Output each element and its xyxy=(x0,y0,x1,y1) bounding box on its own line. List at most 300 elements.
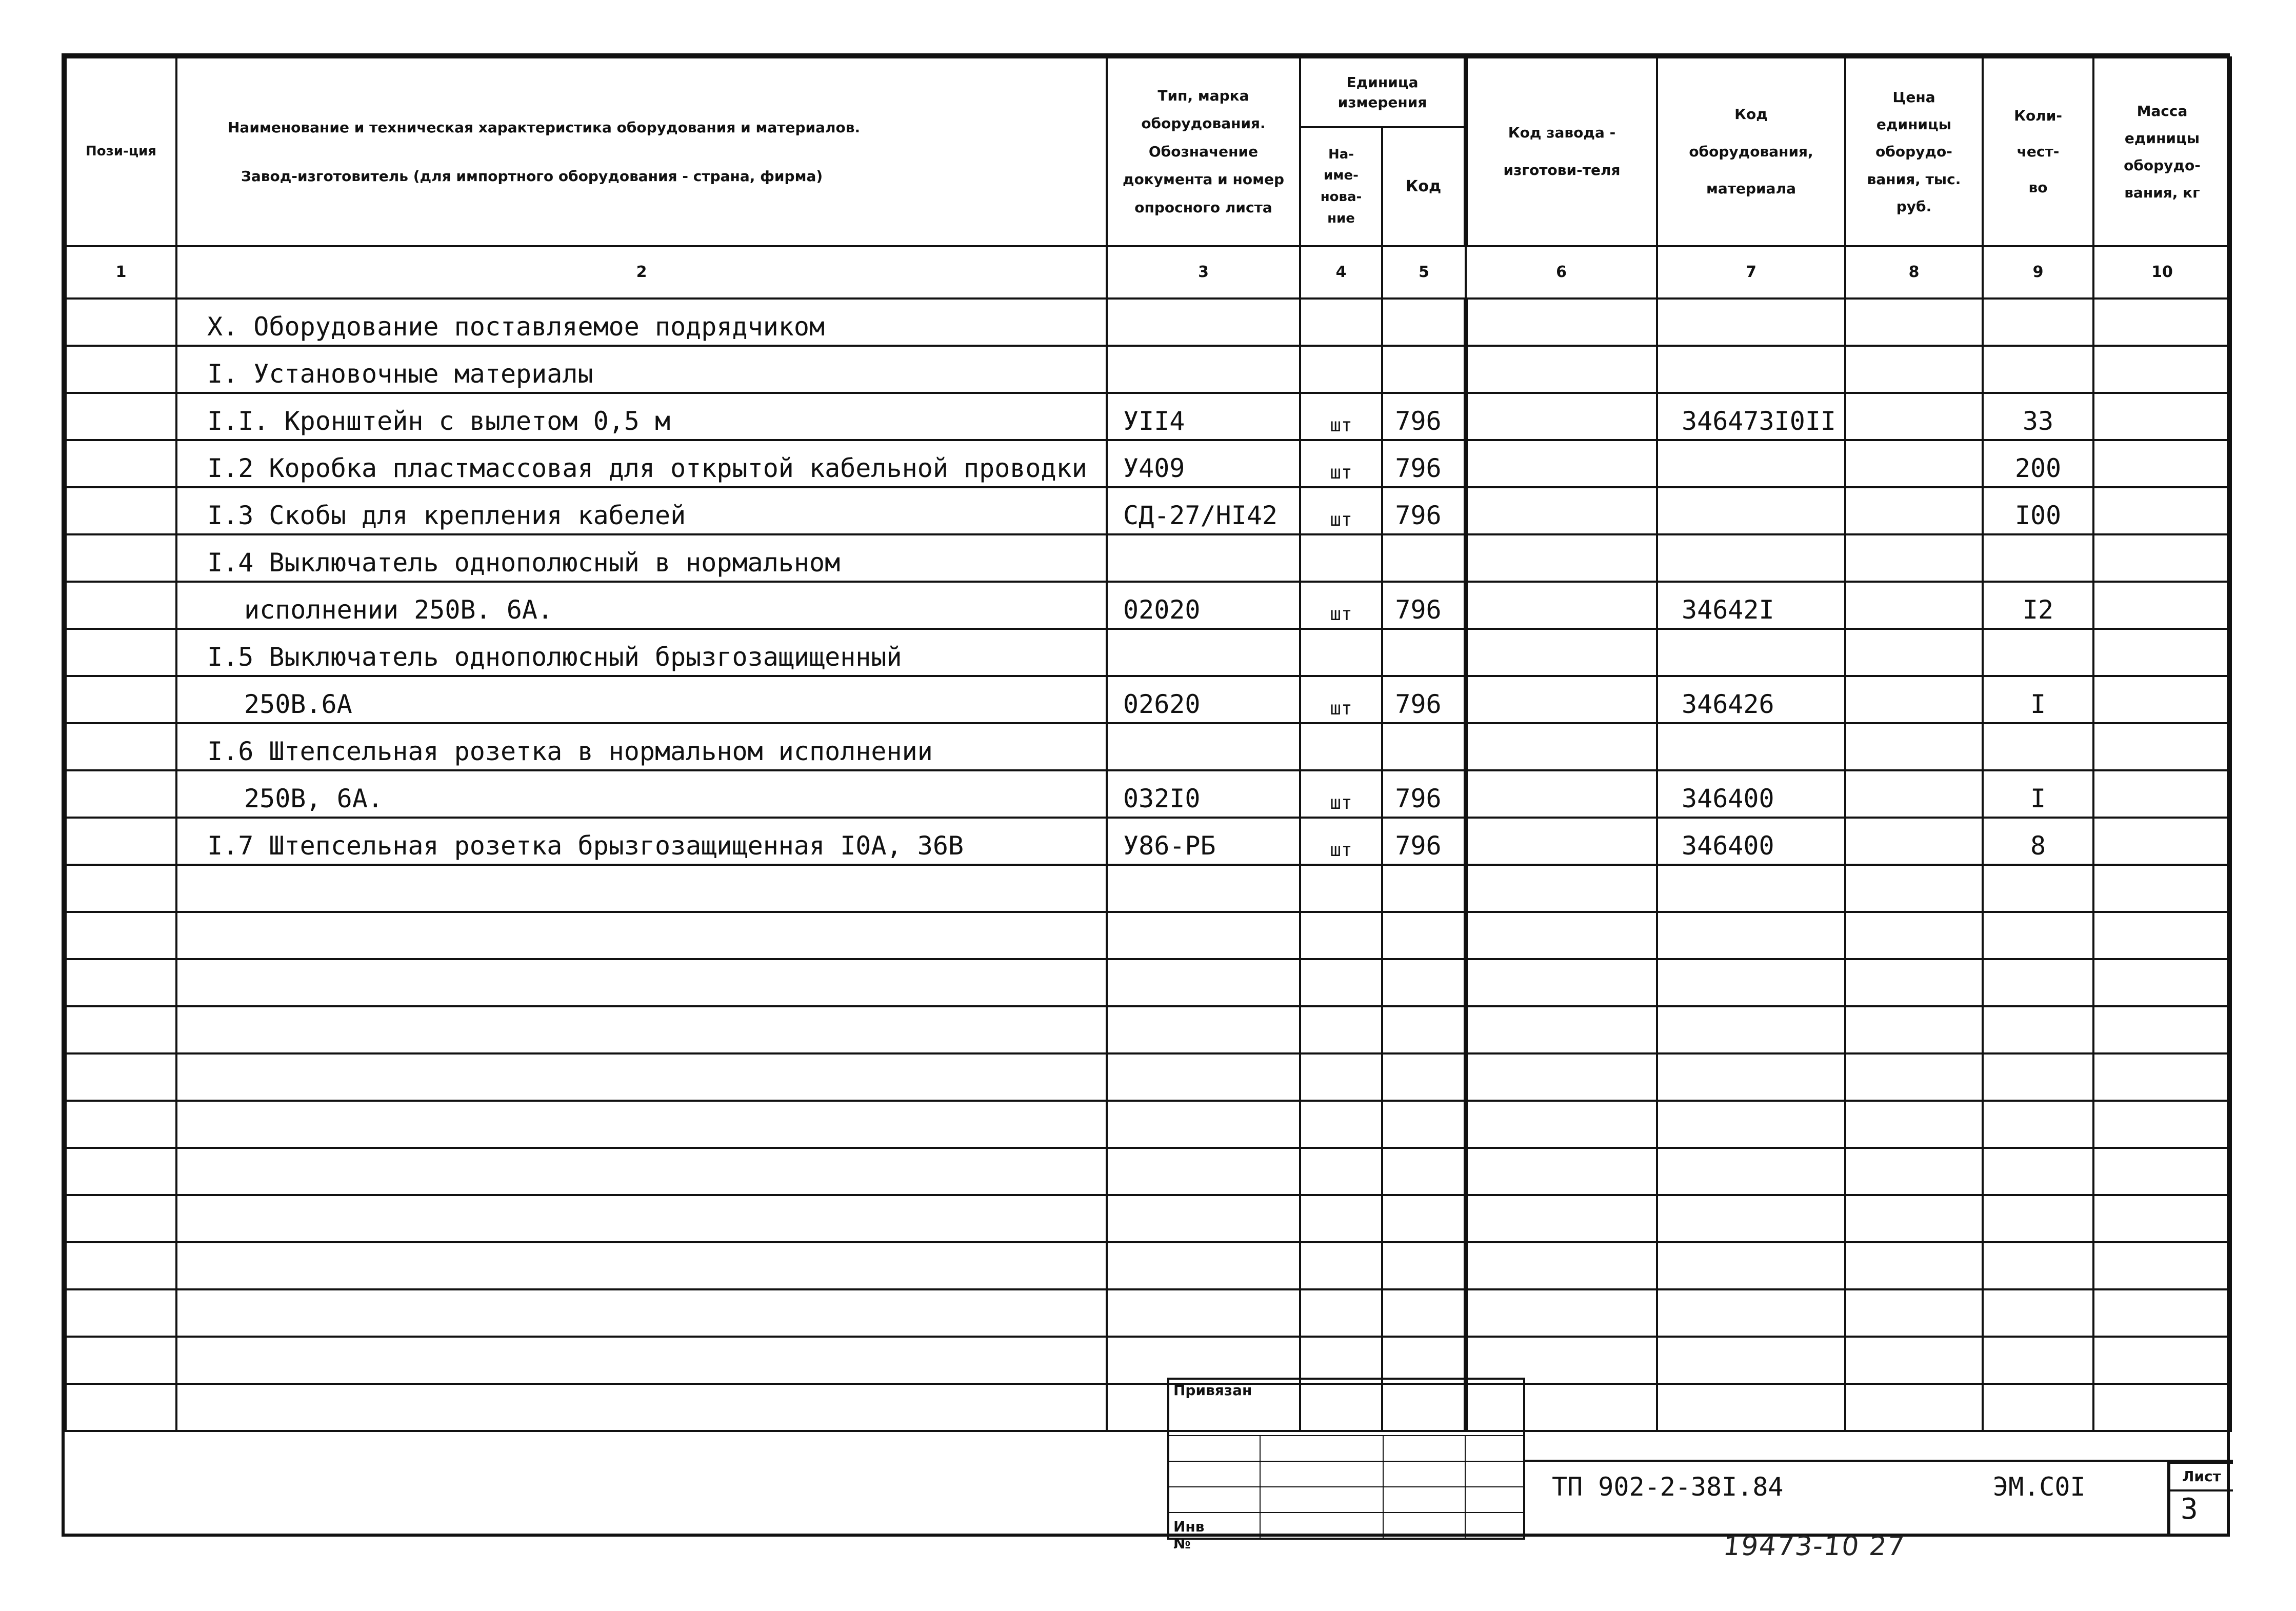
cell-unit-code xyxy=(1382,1337,1466,1384)
cell-equipment-code: 346473I0II xyxy=(1657,393,1845,440)
cell-factory-code xyxy=(1466,1148,1657,1195)
cell-price xyxy=(1845,582,1983,629)
cell-name: I. Установочные материалы xyxy=(176,346,1107,393)
cell-type: У409 xyxy=(1107,440,1300,487)
cell-quantity xyxy=(1983,1384,2093,1431)
cell-type: 02620 xyxy=(1107,676,1300,723)
cell-position xyxy=(66,865,176,912)
cell-quantity xyxy=(1983,299,2093,346)
cell-position xyxy=(66,1242,176,1289)
cell-mass xyxy=(2093,487,2231,534)
cell-quantity xyxy=(1983,1006,2093,1053)
table-row xyxy=(66,723,2231,770)
cell-type xyxy=(1107,1006,1300,1053)
cell-name xyxy=(176,865,1107,912)
approval-row-line xyxy=(1167,1512,1525,1514)
cell-unit-code xyxy=(1382,912,1466,959)
header-equipment-code: Код оборудования, материала xyxy=(1657,57,1845,246)
cell-position xyxy=(66,534,176,582)
header-position: Пози-ция xyxy=(66,57,176,246)
cell-mass xyxy=(2093,959,2231,1006)
cell-price xyxy=(1845,440,1983,487)
cell-quantity xyxy=(1983,1195,2093,1242)
cell-unit-name xyxy=(1300,723,1382,770)
cell-equipment-code xyxy=(1657,1148,1845,1195)
cell-position xyxy=(66,582,176,629)
cell-mass xyxy=(2093,770,2231,818)
cell-factory-code xyxy=(1466,1195,1657,1242)
cell-unit-name xyxy=(1300,1053,1382,1101)
cell-name: I.7 Штепсельная розетка брызгозащищенная I0А, 36В xyxy=(176,818,1107,865)
cell-name xyxy=(176,1101,1107,1148)
table-row xyxy=(66,1148,2231,1195)
table-row xyxy=(66,534,2231,582)
handwritten-archive-number: 19473-10 27 xyxy=(1721,1531,1907,1562)
col-number-2: 2 xyxy=(176,246,1107,299)
cell-price xyxy=(1845,865,1983,912)
cell-equipment-code xyxy=(1657,1053,1845,1101)
cell-quantity xyxy=(1983,1101,2093,1148)
cell-mass xyxy=(2093,1242,2231,1289)
cell-quantity: I2 xyxy=(1983,582,2093,629)
cell-name: 250В.6А xyxy=(176,676,1107,723)
specification-table xyxy=(65,56,2232,1432)
cell-type xyxy=(1107,723,1300,770)
col-number-1: 1 xyxy=(66,246,176,299)
cell-quantity xyxy=(1983,1289,2093,1337)
cell-position xyxy=(66,770,176,818)
col-number-5: 5 xyxy=(1382,246,1466,299)
cell-mass xyxy=(2093,865,2231,912)
cell-mass xyxy=(2093,818,2231,865)
approval-box xyxy=(1167,1378,1525,1540)
cell-type xyxy=(1107,1337,1300,1384)
table-row xyxy=(66,1195,2231,1242)
cell-mass xyxy=(2093,1337,2231,1384)
cell-type xyxy=(1107,912,1300,959)
cell-unit-name: шт xyxy=(1300,676,1382,723)
table-row xyxy=(66,1384,2231,1431)
cell-price xyxy=(1845,723,1983,770)
cell-position xyxy=(66,676,176,723)
cell-name: исполнении 250В. 6А. xyxy=(176,582,1107,629)
cell-type xyxy=(1107,534,1300,582)
cell-price xyxy=(1845,629,1983,676)
cell-factory-code xyxy=(1466,1006,1657,1053)
cell-unit-code xyxy=(1382,1242,1466,1289)
table-row xyxy=(66,1101,2231,1148)
cell-price xyxy=(1845,1006,1983,1053)
table-row xyxy=(66,582,2231,629)
cell-price xyxy=(1845,1242,1983,1289)
approval-col-line xyxy=(1465,1435,1467,1540)
cell-type: СД-27/НI42 xyxy=(1107,487,1300,534)
table-row xyxy=(66,393,2231,440)
cell-mass xyxy=(2093,723,2231,770)
cell-unit-code: 796 xyxy=(1382,487,1466,534)
header-price: Цена единицы оборудо-вания, тыс. руб. xyxy=(1845,57,1983,246)
cell-equipment-code xyxy=(1657,629,1845,676)
cell-name xyxy=(176,1053,1107,1101)
cell-equipment-code xyxy=(1657,1289,1845,1337)
cell-price xyxy=(1845,1101,1983,1148)
cell-factory-code xyxy=(1466,959,1657,1006)
cell-equipment-code xyxy=(1657,1195,1845,1242)
cell-factory-code xyxy=(1466,487,1657,534)
cell-equipment-code xyxy=(1657,723,1845,770)
cell-name: 250В, 6А. xyxy=(176,770,1107,818)
cell-unit-code xyxy=(1382,629,1466,676)
cell-mass xyxy=(2093,393,2231,440)
cell-quantity xyxy=(1983,1053,2093,1101)
cell-unit-name xyxy=(1300,629,1382,676)
table-row xyxy=(66,346,2231,393)
cell-name xyxy=(176,1384,1107,1431)
cell-factory-code xyxy=(1466,723,1657,770)
cell-quantity: 8 xyxy=(1983,818,2093,865)
col-number-10: 10 xyxy=(2093,246,2231,299)
cell-position xyxy=(66,1053,176,1101)
cell-quantity: 33 xyxy=(1983,393,2093,440)
approval-row-line xyxy=(1167,1461,1525,1463)
cell-quantity xyxy=(1983,1337,2093,1384)
header-type: Тип, марка оборудования. Обозначение документа и номер опросного листа xyxy=(1107,57,1300,246)
header-unit-name: На-име-нова-ние xyxy=(1300,127,1382,246)
header-name xyxy=(176,57,1107,246)
cell-factory-code xyxy=(1466,818,1657,865)
cell-mass xyxy=(2093,1384,2231,1431)
cell-quantity: I xyxy=(1983,676,2093,723)
header-unit-group: Единица измерения xyxy=(1300,57,1466,127)
cell-equipment-code xyxy=(1657,1242,1845,1289)
cell-factory-code xyxy=(1466,582,1657,629)
cell-position xyxy=(66,1289,176,1337)
cell-position xyxy=(66,1337,176,1384)
cell-unit-name: шт xyxy=(1300,487,1382,534)
cell-unit-name xyxy=(1300,346,1382,393)
cell-type xyxy=(1107,865,1300,912)
col-number-6: 6 xyxy=(1466,246,1657,299)
cell-position xyxy=(66,1148,176,1195)
cell-mass xyxy=(2093,1195,2231,1242)
cell-equipment-code xyxy=(1657,299,1845,346)
cell-name: I.4 Выключатель однополюсный в нормальном xyxy=(176,534,1107,582)
cell-position xyxy=(66,299,176,346)
cell-position xyxy=(66,912,176,959)
cell-quantity xyxy=(1983,912,2093,959)
approval-row-line xyxy=(1167,1435,1525,1437)
col-number-7: 7 xyxy=(1657,246,1845,299)
cell-mass xyxy=(2093,582,2231,629)
cell-factory-code xyxy=(1466,534,1657,582)
cell-position xyxy=(66,629,176,676)
cell-type xyxy=(1107,346,1300,393)
cell-equipment-code xyxy=(1657,440,1845,487)
cell-price xyxy=(1845,1053,1983,1101)
cell-type xyxy=(1107,1195,1300,1242)
cell-position xyxy=(66,1384,176,1431)
cell-name xyxy=(176,959,1107,1006)
approval-col-line xyxy=(1260,1435,1262,1540)
cell-mass xyxy=(2093,346,2231,393)
cell-type xyxy=(1107,1148,1300,1195)
cell-name: I.5 Выключатель однополюсный брызгозащищенный xyxy=(176,629,1107,676)
table-row xyxy=(66,1337,2231,1384)
cell-mass xyxy=(2093,440,2231,487)
bound-label: Привязан xyxy=(1173,1382,1252,1399)
cell-type xyxy=(1107,1242,1300,1289)
cell-position xyxy=(66,393,176,440)
cell-unit-code xyxy=(1382,865,1466,912)
cell-name xyxy=(176,1242,1107,1289)
header-factory-code: Код завода - изготови-теля xyxy=(1466,57,1657,246)
cell-factory-code xyxy=(1466,346,1657,393)
cell-quantity xyxy=(1983,723,2093,770)
sheet-label: Лист xyxy=(2170,1464,2233,1491)
cell-unit-code xyxy=(1382,959,1466,1006)
cell-type xyxy=(1107,1289,1300,1337)
cell-price xyxy=(1845,912,1983,959)
cell-position xyxy=(66,346,176,393)
cell-position xyxy=(66,1195,176,1242)
cell-quantity xyxy=(1983,865,2093,912)
cell-equipment-code: 34642I xyxy=(1657,582,1845,629)
cell-equipment-code: 346400 xyxy=(1657,818,1845,865)
cell-equipment-code xyxy=(1657,534,1845,582)
cell-unit-code: 796 xyxy=(1382,818,1466,865)
cell-unit-name xyxy=(1300,1289,1382,1337)
cell-name xyxy=(176,1289,1107,1337)
cell-unit-name xyxy=(1300,1101,1382,1148)
cell-unit-name xyxy=(1300,865,1382,912)
cell-price xyxy=(1845,676,1983,723)
cell-factory-code xyxy=(1466,299,1657,346)
cell-unit-code xyxy=(1382,1006,1466,1053)
cell-price xyxy=(1845,959,1983,1006)
cell-mass xyxy=(2093,912,2231,959)
cell-quantity xyxy=(1983,629,2093,676)
cell-mass xyxy=(2093,1148,2231,1195)
cell-equipment-code xyxy=(1657,865,1845,912)
cell-unit-name xyxy=(1300,1242,1382,1289)
cell-factory-code xyxy=(1466,393,1657,440)
cell-factory-code xyxy=(1466,629,1657,676)
cell-unit-code xyxy=(1382,1148,1466,1195)
cell-position xyxy=(66,959,176,1006)
cell-price xyxy=(1845,1289,1983,1337)
cell-mass xyxy=(2093,534,2231,582)
cell-price xyxy=(1845,1337,1983,1384)
header-name-line2: Завод-изготовитель (для импортного оборудования - страна, фирма) xyxy=(241,168,823,185)
cell-mass xyxy=(2093,299,2231,346)
col-number-4: 4 xyxy=(1300,246,1382,299)
cell-type: 032I0 xyxy=(1107,770,1300,818)
header-mass: Масса единицы оборудо-вания, кг xyxy=(2093,57,2231,246)
cell-equipment-code xyxy=(1657,1337,1845,1384)
cell-type xyxy=(1107,629,1300,676)
cell-type: У86-РБ xyxy=(1107,818,1300,865)
cell-price xyxy=(1845,346,1983,393)
cell-price xyxy=(1845,487,1983,534)
cell-mass xyxy=(2093,1289,2231,1337)
cell-quantity: I xyxy=(1983,770,2093,818)
cell-position xyxy=(66,723,176,770)
cell-unit-name xyxy=(1300,1006,1382,1053)
cell-equipment-code xyxy=(1657,1384,1845,1431)
col-number-9: 9 xyxy=(1983,246,2093,299)
col-number-8: 8 xyxy=(1845,246,1983,299)
table-row xyxy=(66,1006,2231,1053)
cell-equipment-code xyxy=(1657,959,1845,1006)
cell-price xyxy=(1845,1148,1983,1195)
table-row xyxy=(66,629,2231,676)
cell-factory-code xyxy=(1466,1289,1657,1337)
cell-price xyxy=(1845,818,1983,865)
cell-factory-code xyxy=(1466,912,1657,959)
cell-position xyxy=(66,1101,176,1148)
cell-price xyxy=(1845,1384,1983,1431)
cell-unit-code xyxy=(1382,1289,1466,1337)
cell-quantity xyxy=(1983,959,2093,1006)
cell-type xyxy=(1107,1101,1300,1148)
stamp-separator xyxy=(1525,1460,2233,1464)
table-row xyxy=(66,959,2231,1006)
cell-factory-code xyxy=(1466,1242,1657,1289)
sheet-number-cell xyxy=(2167,1462,2233,1537)
cell-unit-code: 796 xyxy=(1382,770,1466,818)
cell-price xyxy=(1845,299,1983,346)
cell-quantity: I00 xyxy=(1983,487,2093,534)
header-quantity: Коли-чест-во xyxy=(1983,57,2093,246)
cell-position xyxy=(66,487,176,534)
cell-unit-code xyxy=(1382,346,1466,393)
cell-quantity xyxy=(1983,1148,2093,1195)
cell-equipment-code: 346426 xyxy=(1657,676,1845,723)
cell-type: 02020 xyxy=(1107,582,1300,629)
cell-factory-code xyxy=(1466,1053,1657,1101)
cell-factory-code xyxy=(1466,440,1657,487)
cell-unit-code xyxy=(1382,723,1466,770)
cell-quantity xyxy=(1983,1242,2093,1289)
approval-col-line xyxy=(1383,1435,1385,1540)
cell-factory-code xyxy=(1466,1337,1657,1384)
cell-unit-code xyxy=(1382,1053,1466,1101)
table-row xyxy=(66,770,2231,818)
table-row xyxy=(66,818,2231,865)
cell-mass xyxy=(2093,1053,2231,1101)
header-name-line1: Наименование и техническая характеристика оборудования и материалов. xyxy=(228,118,861,136)
cell-mass xyxy=(2093,629,2231,676)
cell-name: I.I. Кронштейн с вылетом 0,5 м xyxy=(176,393,1107,440)
cell-quantity: 200 xyxy=(1983,440,2093,487)
cell-price xyxy=(1845,393,1983,440)
cell-unit-name xyxy=(1300,912,1382,959)
cell-name xyxy=(176,912,1107,959)
cell-name: X. Оборудование поставляемое подрядчиком xyxy=(176,299,1107,346)
cell-name xyxy=(176,1337,1107,1384)
sheet-number: 3 xyxy=(2181,1493,2198,1526)
cell-equipment-code: 346400 xyxy=(1657,770,1845,818)
cell-unit-name xyxy=(1300,1195,1382,1242)
cell-quantity xyxy=(1983,346,2093,393)
cell-price xyxy=(1845,1195,1983,1242)
header-unit-code: Код xyxy=(1382,127,1466,246)
cell-equipment-code xyxy=(1657,1006,1845,1053)
table-row xyxy=(66,299,2231,346)
cell-mass xyxy=(2093,1006,2231,1053)
cell-name: I.3 Скобы для крепления кабелей xyxy=(176,487,1107,534)
cell-unit-name: шт xyxy=(1300,582,1382,629)
cell-type xyxy=(1107,959,1300,1006)
table-row xyxy=(66,865,2231,912)
cell-equipment-code xyxy=(1657,346,1845,393)
col-number-3: 3 xyxy=(1107,246,1300,299)
cell-unit-code xyxy=(1382,534,1466,582)
table-row xyxy=(66,912,2231,959)
table-row xyxy=(66,676,2231,723)
cell-name xyxy=(176,1148,1107,1195)
cell-unit-name: шт xyxy=(1300,818,1382,865)
cell-equipment-code xyxy=(1657,912,1845,959)
inventory-label: Инв № xyxy=(1173,1518,1205,1552)
table-row xyxy=(66,1289,2231,1337)
cell-name xyxy=(176,1006,1107,1053)
cell-unit-code: 796 xyxy=(1382,676,1466,723)
table-row xyxy=(66,440,2231,487)
cell-unit-name xyxy=(1300,299,1382,346)
cell-factory-code xyxy=(1466,1101,1657,1148)
cell-unit-name xyxy=(1300,1337,1382,1384)
cell-unit-name: шт xyxy=(1300,393,1382,440)
cell-position xyxy=(66,818,176,865)
cell-unit-name: шт xyxy=(1300,440,1382,487)
cell-mass xyxy=(2093,1101,2231,1148)
table-row xyxy=(66,1242,2231,1289)
cell-type: УII4 xyxy=(1107,393,1300,440)
cell-factory-code xyxy=(1466,676,1657,723)
cell-name: I.2 Коробка пластмассовая для открытой кабельной проводки xyxy=(176,440,1107,487)
cell-unit-code xyxy=(1382,299,1466,346)
cell-equipment-code xyxy=(1657,487,1845,534)
cell-factory-code xyxy=(1466,865,1657,912)
cell-price xyxy=(1845,770,1983,818)
cell-factory-code xyxy=(1466,770,1657,818)
cell-unit-name xyxy=(1300,1148,1382,1195)
table-row xyxy=(66,1053,2231,1101)
cell-unit-name xyxy=(1300,959,1382,1006)
document-code: ТП 902-2-38I.84 xyxy=(1552,1472,1784,1502)
table-row xyxy=(66,487,2231,534)
cell-price xyxy=(1845,534,1983,582)
cell-type xyxy=(1107,1053,1300,1101)
cell-unit-code: 796 xyxy=(1382,440,1466,487)
cell-quantity xyxy=(1983,534,2093,582)
cell-equipment-code xyxy=(1657,1101,1845,1148)
cell-unit-name xyxy=(1300,534,1382,582)
document-mark: ЭМ.С0I xyxy=(1993,1472,2086,1502)
cell-name: I.6 Штепсельная розетка в нормальном исполнении xyxy=(176,723,1107,770)
cell-mass xyxy=(2093,676,2231,723)
approval-row-line xyxy=(1167,1486,1525,1488)
cell-unit-code xyxy=(1382,1195,1466,1242)
cell-name xyxy=(176,1195,1107,1242)
cell-position xyxy=(66,440,176,487)
cell-type xyxy=(1107,299,1300,346)
cell-unit-code xyxy=(1382,1101,1466,1148)
cell-unit-name: шт xyxy=(1300,770,1382,818)
cell-unit-code: 796 xyxy=(1382,393,1466,440)
cell-unit-code: 796 xyxy=(1382,582,1466,629)
